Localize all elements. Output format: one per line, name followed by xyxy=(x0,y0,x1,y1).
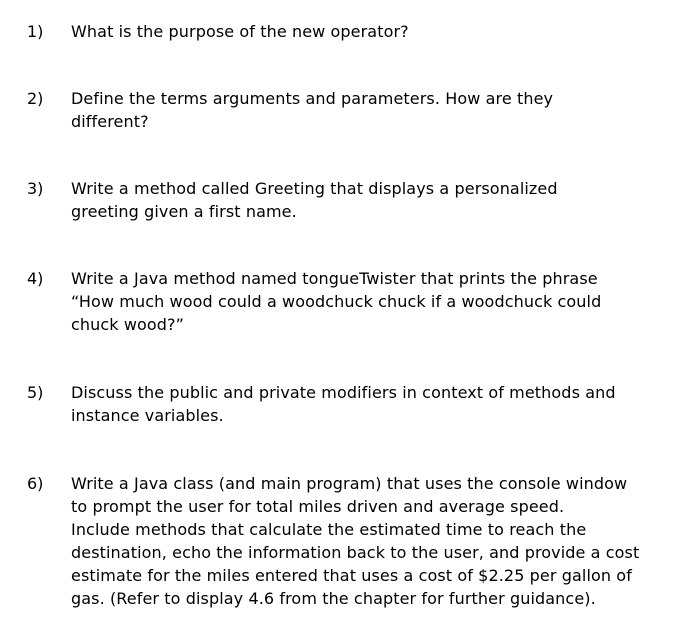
question-text xyxy=(71,472,665,610)
question-line: Write a Java method named tongueTwister that prints the phrase xyxy=(71,269,598,288)
question-line: Discuss the public and private modifiers in context of methods and xyxy=(71,383,616,402)
question-text xyxy=(71,20,665,43)
question-line: to prompt the user for total miles driven and average speed. xyxy=(71,497,565,516)
question-text xyxy=(71,267,665,336)
question-text xyxy=(71,381,665,427)
question-line: Include methods that calculate the estimated time to reach the xyxy=(71,520,587,539)
question-number: 3) xyxy=(27,179,44,198)
question-line: Write a Java class (and main program) that uses the console window xyxy=(71,474,628,493)
question-line: gas. (Refer to display 4.6 from the chapter for further guidance). xyxy=(71,589,596,608)
question-number: 4) xyxy=(27,269,44,288)
question-text xyxy=(71,87,665,133)
question-number: 6) xyxy=(27,474,44,493)
question-number: 5) xyxy=(27,383,44,402)
question-line: different? xyxy=(71,112,149,131)
question-line: instance variables. xyxy=(71,406,224,425)
question-line: greeting given a first name. xyxy=(71,202,297,221)
question-line: “How much wood could a woodchuck chuck if a woodchuck could xyxy=(71,292,602,311)
question-number: 2) xyxy=(27,89,44,108)
question-line: Write a method called Greeting that displays a personalized xyxy=(71,179,558,198)
question-number: 1) xyxy=(27,22,44,41)
question-line: destination, echo the information back to the user, and provide a cost xyxy=(71,543,640,562)
question-line: chuck wood?” xyxy=(71,315,185,334)
question-text xyxy=(71,177,665,223)
question-line: estimate for the miles entered that uses a cost of $2.25 per gallon of xyxy=(71,566,632,585)
question-line: What is the purpose of the new operator? xyxy=(71,22,409,41)
question-line: Define the terms arguments and parameters. How are they xyxy=(71,89,554,108)
